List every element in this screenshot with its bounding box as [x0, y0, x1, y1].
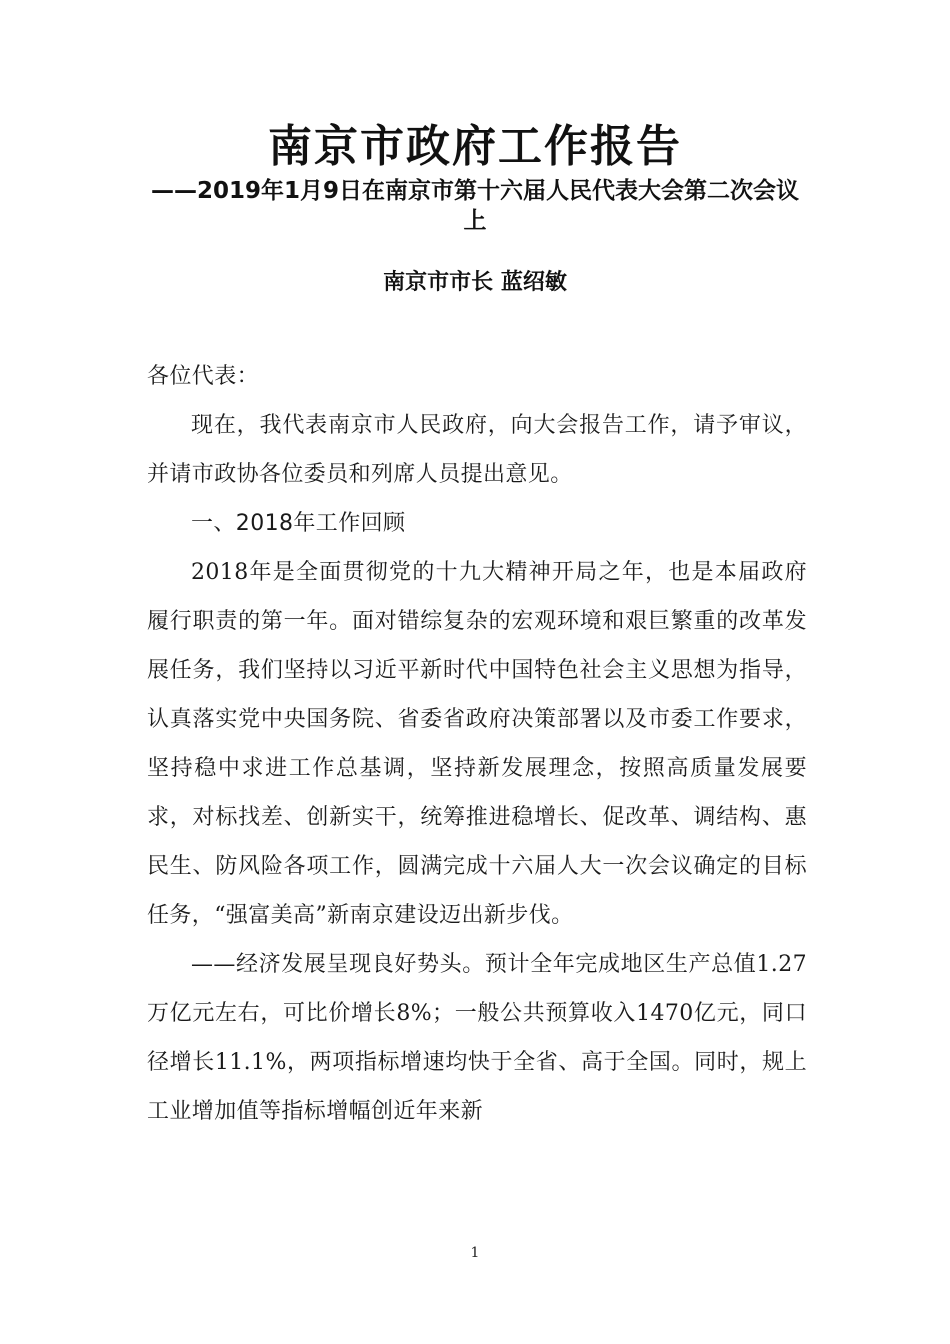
- document-body: [147, 352, 807, 1136]
- paragraph-intro: 现在，我代表南京市人民政府，向大会报告工作，请予审议，并请市政协各位委员和列席人员提出意见。: [147, 413, 807, 487]
- section-heading: 一、2018年工作回顾: [191, 511, 406, 536]
- document-title: 南京市政府工作报告: [268, 121, 682, 172]
- salutation: 各位代表：: [147, 364, 260, 389]
- author-byline: 南京市市长 蓝绍敏: [383, 270, 567, 295]
- paragraph-review: 2018年是全面贯彻党的十九大精神开局之年，也是本届政府履行职责的第一年。面对错综复杂的宏观环境和艰巨繁重的改革发展任务，我们坚持以习近平新时代中国特色社会主义思想为指导，认真落实党中央国务院、省委省政府决策部署以及市委工作要求，坚持稳中求进工作总基调，坚持新发展理念，按照高质量发展要求，对标找差、创新实干，统筹推进稳增长、促改革、调结构、惠民生、防风险各项工作，圆满完成十六届人大一次会议确定的目标任务，“强富美高”新南京建设迈出新步伐。: [147, 560, 807, 928]
- paragraph-economy: ——经济发展呈现良好势头。预计全年完成地区生产总值1.27万亿元左右，可比价增长8%；一般公共预算收入1470亿元，同口径增长11.1%，两项指标增速均快于全省、高于全国。同时，规上工业增加值等指标增幅创近年来新: [147, 952, 807, 1124]
- page-number: 1: [470, 1245, 480, 1261]
- document-subtitle: ——2019年1月9日在南京市第十六届人民代表大会第二次会议上: [150, 178, 800, 234]
